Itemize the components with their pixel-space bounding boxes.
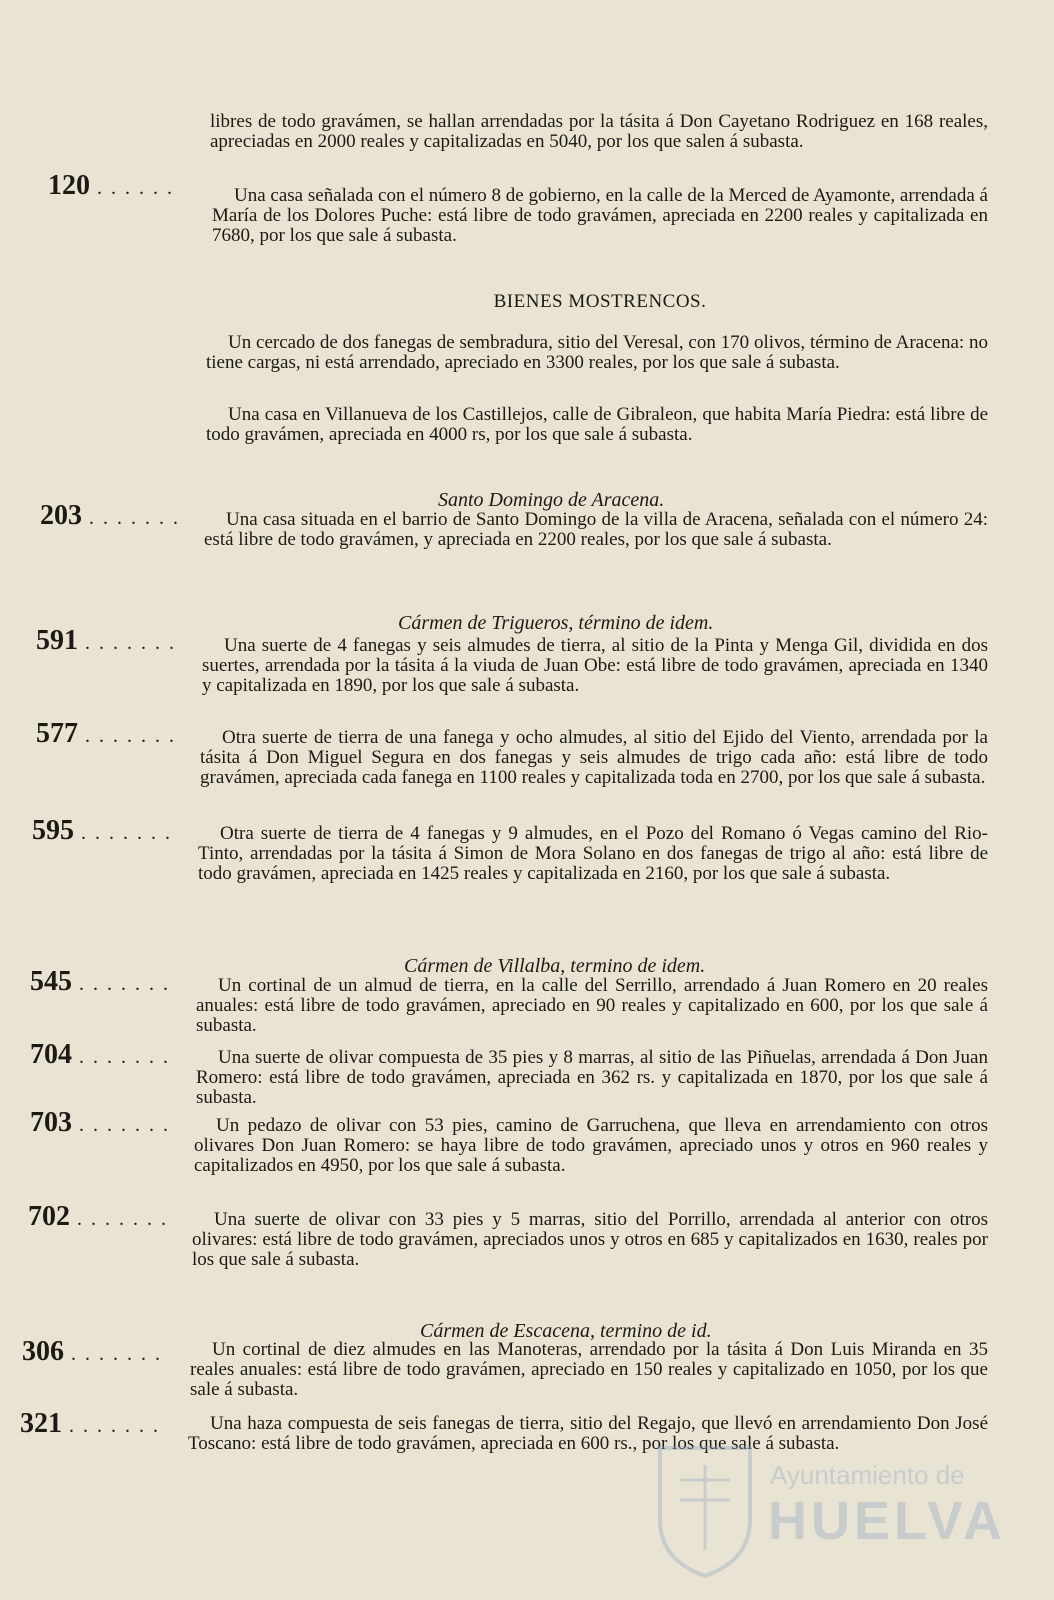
leader-dots: . . . . . . .	[72, 1114, 170, 1136]
lot-number: 120	[48, 170, 90, 201]
section-title-trigueros: Cármen de Trigueros, término de idem.	[398, 612, 714, 634]
lot-number: 702	[28, 1201, 70, 1232]
leader-dots: . . . . . . .	[70, 1208, 168, 1230]
entry-545-text: Un cortinal de un almud de tierra, en la calle del Serrillo, arrendado á Juan Romero en 20 reales anuales: está libre de todo gravámen, apreciado en 90 reales y capitalizado en 600, por los que sale á subasta.	[196, 975, 988, 1036]
leader-dots: . . . . . . .	[72, 1046, 170, 1068]
lot-number-595	[32, 817, 172, 847]
lot-number: 595	[32, 815, 74, 846]
entry-120-text: Una casa señalada con el número 8 de gobierno, en la calle de la Merced de Ayamonte, arrendada á María de los Dolores Puche: está libre de todo gravámen, apreciada en 2200 reales y capitalizada en 7680, por los que sale á subasta.	[212, 185, 988, 246]
coat-of-arms-icon	[650, 1440, 760, 1580]
leader-dots: . . . . . . .	[78, 632, 176, 654]
lot-number-203	[40, 502, 180, 532]
lot-number: 306	[22, 1336, 64, 1367]
entry-595-text: Otra suerte de tierra de 4 fanegas y 9 almudes, en el Pozo del Romano ó Vegas camino del Rio-Tinto, arrendadas por la tásita á Simon de Mora Solano en dos fanegas de trigo al año: está libre de todo gravámen, apreciada en 1425 reales y capitalizada en 2160, por los que sale á subasta.	[198, 823, 988, 884]
lot-number: 203	[40, 500, 82, 531]
lot-number: 321	[20, 1408, 62, 1439]
leader-dots: . . . . . .	[90, 177, 174, 199]
leader-dots: . . . . . . .	[82, 507, 180, 529]
entry-577-text: Otra suerte de tierra de una fanega y ocho almudes, al sitio del Ejido del Viento, arrendada por la tásita á Don Miguel Segura en dos fanegas y seis almudes de trigo cada año: está libre de todo gravámen, apreciada cada fanega en 1100 reales y capitalizada toda en 2700, por los que sale á subasta.	[200, 727, 988, 788]
lot-number: 545	[30, 966, 72, 997]
bienes-paragraph-1: Un cercado de dos fanegas de sembradura, sitio del Veresal, con 170 olivos, término de Aracena: no tiene cargas, ni está arrendado, apreciado en 3300 reales, por los que sale á subasta.	[206, 332, 988, 373]
bienes-mostrencos-heading: BIENES MOSTRENCOS.	[493, 291, 707, 312]
lot-number-321	[20, 1410, 160, 1440]
lot-number: 577	[36, 718, 78, 749]
leader-dots: . . . . . . .	[78, 725, 176, 747]
entry-703-text: Un pedazo de olivar con 53 pies, camino de Garruchena, que lleva en arrendamiento con otros olivares Don Juan Romero: se haya libre de todo gravámen, apreciado unos y otros en 960 reales y capitalizados en 4950, por los que sale á subasta.	[194, 1115, 988, 1176]
section-title-santo-domingo: Santo Domingo de Aracena.	[438, 489, 665, 511]
lot-number-306	[22, 1338, 162, 1368]
bienes-paragraph-2: Una casa en Villanueva de los Castillejos, calle de Gibraleon, que habita María Piedra: está libre de todo gravámen, apreciada en 4000 rs, por los que sale á subasta.	[206, 404, 988, 445]
leader-dots: . . . . . . .	[64, 1343, 162, 1365]
entry-306-text: Un cortinal de diez almudes en las Manoteras, arrendado por la tásita á Don Luis Miranda en 35 reales anuales: está libre de todo gravámen, apreciado en 150 reales y capitalizado en 1050, por los que sale á subasta.	[190, 1339, 988, 1400]
watermark-line-1: Ayuntamiento de	[770, 1460, 965, 1490]
watermark-line-2: HUELVA	[768, 1491, 1006, 1551]
entry-203-text: Una casa situada en el barrio de Santo Domingo de la villa de Aracena, señalada con el número 24: está libre de todo gravámen, y apreciada en 2200 reales, por los que sale á subasta.	[204, 509, 988, 550]
entry-591-text: Una suerte de 4 fanegas y seis almudes de tierra, al sitio de la Pinta y Menga Gil, dividida en dos suertes, arrendada por la tásita á la viuda de Juan Obe: está libre de todo gravámen, apreciada en 1340 y capitalizada en 1890, por los que sale á subasta.	[202, 635, 988, 696]
lot-number-577	[36, 720, 176, 750]
lot-number: 703	[30, 1107, 72, 1138]
continued-paragraph: libres de todo gravámen, se hallan arrendadas por la tásita á Don Cayetano Rodriguez en 168 reales, apreciadas en 2000 reales y capitalizadas en 5040, por los que salen á subasta.	[210, 111, 988, 152]
lot-number-704	[30, 1041, 170, 1071]
leader-dots: . . . . . . .	[72, 973, 170, 995]
watermark-ayuntamiento-huelva	[640, 1440, 1006, 1590]
lot-number: 591	[36, 625, 78, 656]
leader-dots: . . . . . . .	[74, 822, 172, 844]
leader-dots: . . . . . . .	[62, 1415, 160, 1437]
lot-number: 704	[30, 1039, 72, 1070]
entry-704-text: Una suerte de olivar compuesta de 35 pies y 8 marras, al sitio de las Piñuelas, arrendada á Don Juan Romero: está libre de todo gravámen, apreciada en 362 rs. y capitalizada en 1870, por los que sale á subasta.	[196, 1047, 988, 1108]
entry-702-text: Una suerte de olivar con 33 pies y 5 marras, sitio del Porrillo, arrendada al anterior con otros olivares: está libre de todo gravámen, apreciados unos y otros en 685 y capitalizados en 1630, reales por los que sale á subasta.	[192, 1209, 988, 1270]
entry-321-text: Una haza compuesta de seis fanegas de tierra, sitio del Regajo, que llevó en arrendamiento Don José Toscano: está libre de todo gravámen, apreciada en 600 rs., por los que sale á subasta.	[188, 1413, 988, 1454]
lot-number-545	[30, 968, 170, 998]
lot-number-591	[36, 627, 176, 657]
lot-number-703	[30, 1109, 170, 1139]
lot-number-702	[28, 1203, 168, 1233]
lot-number-120	[48, 172, 174, 202]
section-title-escacena: Cármen de Escacena, termino de id.	[420, 1320, 712, 1342]
section-title-villalba: Cármen de Villalba, termino de idem.	[404, 955, 706, 977]
